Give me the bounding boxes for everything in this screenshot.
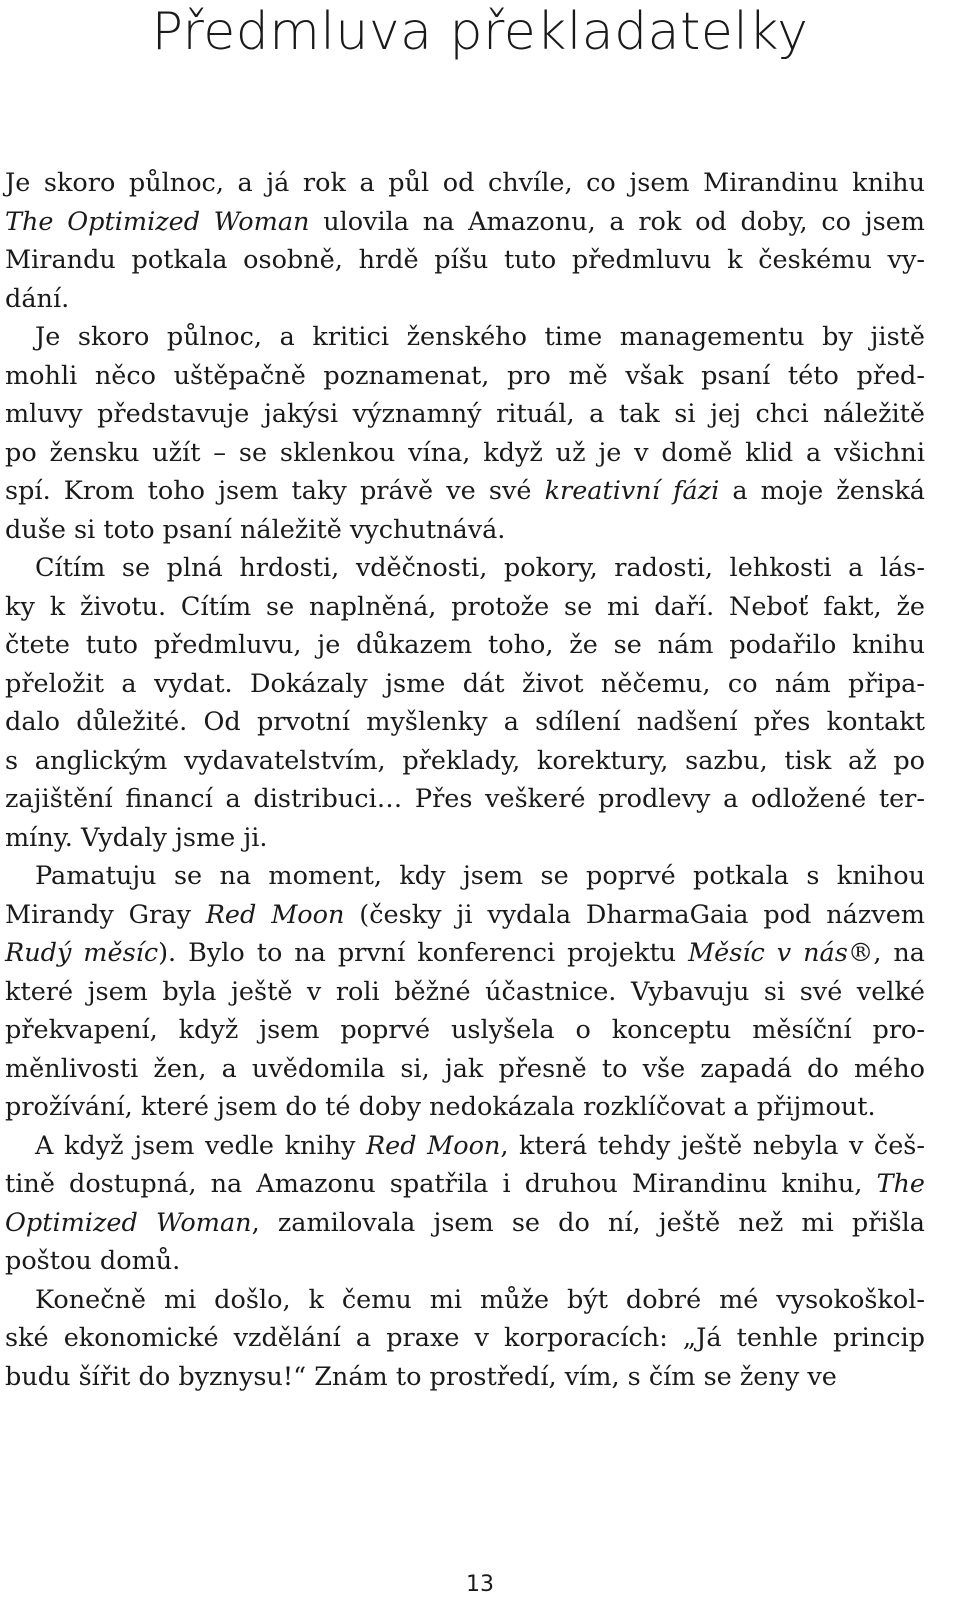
text-run: a moje ženská (719, 476, 925, 506)
text-run: Je skoro půlnoc, a já rok a půl od chvíle, co jsem Mirandinu knihu (5, 168, 925, 198)
text-run: Mirandu potkala osobně, hrdě píšu tuto předmluvu k českému vy- (5, 245, 925, 275)
text-line (5, 626, 925, 665)
italic-text: Optimized Woman (5, 1207, 252, 1238)
text-line (5, 357, 925, 396)
text-line (5, 665, 925, 704)
text-line (5, 1127, 925, 1166)
italic-text: The Optimized Woman (5, 206, 310, 237)
text-run: ské ekonomické vzdělání a praxe v korporacích: „Já tenhle princip (5, 1323, 925, 1353)
text-line (5, 780, 925, 819)
text-run: ulovila na Amazonu, a rok od doby, co jsem (309, 206, 925, 237)
text-line (5, 1011, 925, 1050)
paragraph (5, 318, 925, 549)
italic-text: The (876, 1169, 925, 1199)
text-run: spí. Krom toho jsem taky právě ve své (5, 476, 545, 506)
text-run: které jsem byla ještě v roli běžné účastnice. Vybavuju si své velké (5, 976, 925, 1007)
text-run: čtete tuto předmluvu, je důkazem toho, že se nám podařilo knihu (5, 630, 925, 660)
text-run: tině dostupná, na Amazonu spatřila i druhou Mirandinu knihu, (5, 1169, 877, 1199)
text-run: poštou domů. (5, 1246, 181, 1276)
text-line (5, 1281, 925, 1320)
text-run: ky k životu. Cítím se naplněná, protože se mi daří. Neboť fakt, že (5, 591, 925, 622)
text-line (5, 588, 925, 627)
text-line (5, 241, 925, 280)
text-line (5, 1242, 925, 1281)
body-text (5, 164, 925, 1396)
text-run: duše si toto psaní náležitě vychutnává. (5, 514, 506, 545)
text-line (5, 934, 925, 973)
text-run: Mirandy Gray (5, 899, 206, 930)
text-line (5, 318, 925, 357)
text-run: mohli něco uštěpačně poznamenat, pro mě však psaní této před- (5, 360, 925, 391)
paragraph (5, 1127, 925, 1281)
text-run: (česky ji vydala DharmaGaia pod názvem (344, 899, 925, 930)
text-line (5, 703, 925, 742)
text-run: s anglickým vydavatelstvím, překlady, korektury, sazbu, tisk až po (5, 745, 925, 776)
text-line (5, 896, 925, 935)
text-line (5, 280, 925, 319)
text-run: přeložit a vydat. Dokázaly jsme dát život něčemu, co nám připa- (5, 668, 925, 699)
paragraph (5, 549, 925, 857)
text-run: dalo důležité. Od prvotní myšlenky a sdílení nadšení přes kontakt (5, 707, 925, 737)
italic-text: Red Moon (365, 1130, 501, 1161)
text-run: po žensku užít – se sklenkou vína, když už je v domě klid a všichni (5, 437, 925, 468)
text-line (5, 857, 925, 896)
text-run: překvapení, když jsem poprvé uslyšela o konceptu měsíční pro- (5, 1015, 925, 1045)
text-run: ). Bylo to na první konferenci projektu (158, 938, 689, 968)
italic-text: Měsíc v nás (688, 938, 848, 968)
text-line (5, 549, 925, 588)
text-line (5, 395, 925, 434)
text-line (5, 1050, 925, 1089)
text-run: měnlivosti žen, a uvědomila si, jak přesně to vše zapadá do mého (5, 1053, 925, 1084)
italic-text: Red Moon (205, 899, 345, 930)
text-line (5, 1088, 925, 1127)
text-run: Cítím se plná hrdosti, vděčnosti, pokory, radosti, lehkosti a lás- (35, 553, 925, 583)
text-run: Je skoro půlnoc, a kritici ženského time managementu by jistě (35, 322, 925, 352)
text-run: Pamatuju se na moment, kdy jsem se poprvé potkala s knihou (35, 861, 925, 891)
page-title: Předmluva překladatelky (151, 2, 809, 62)
text-run: mluvy představuje jakýsi významný rituál, a tak si jej chci náležitě (5, 399, 925, 429)
text-line (5, 742, 925, 781)
text-run: A když jsem vedle knihy (35, 1130, 366, 1161)
text-line (5, 203, 925, 242)
text-run: zajištění financí a distribuci… Přes veškeré prodlevy a odložené ter- (5, 784, 925, 814)
text-line (5, 472, 925, 511)
paragraph (5, 164, 925, 318)
text-line (5, 1165, 925, 1204)
text-line (5, 1319, 925, 1358)
paragraph (5, 1281, 925, 1397)
text-run: prožívání, které jsem do té doby nedokázala rozklíčovat a přijmout. (5, 1092, 876, 1122)
text-line (5, 434, 925, 473)
page-number: 13 (466, 1572, 494, 1597)
text-run: budu šířit do byznysu!“ Znám to prostředí, vím, s čím se ženy ve (5, 1361, 837, 1392)
text-run: dání. (5, 283, 70, 314)
paragraph (5, 857, 925, 1127)
italic-text: kreativní fázi (544, 476, 720, 506)
text-line (5, 1358, 925, 1397)
text-line (5, 164, 925, 203)
text-line (5, 819, 925, 858)
text-line (5, 511, 925, 550)
text-run: , která tehdy ještě nebyla v češ- (500, 1130, 925, 1161)
text-run: ®, na (847, 938, 925, 968)
text-line (5, 973, 925, 1012)
text-run: Konečně mi došlo, k čemu mi může být dobré mé vysokoškol- (35, 1284, 925, 1315)
text-run: míny. Vydaly jsme ji. (5, 822, 268, 853)
text-run: , zamilovala jsem se do ní, ještě než mi přišla (251, 1207, 925, 1238)
italic-text: Rudý měsíc (5, 938, 159, 968)
text-line (5, 1204, 925, 1243)
